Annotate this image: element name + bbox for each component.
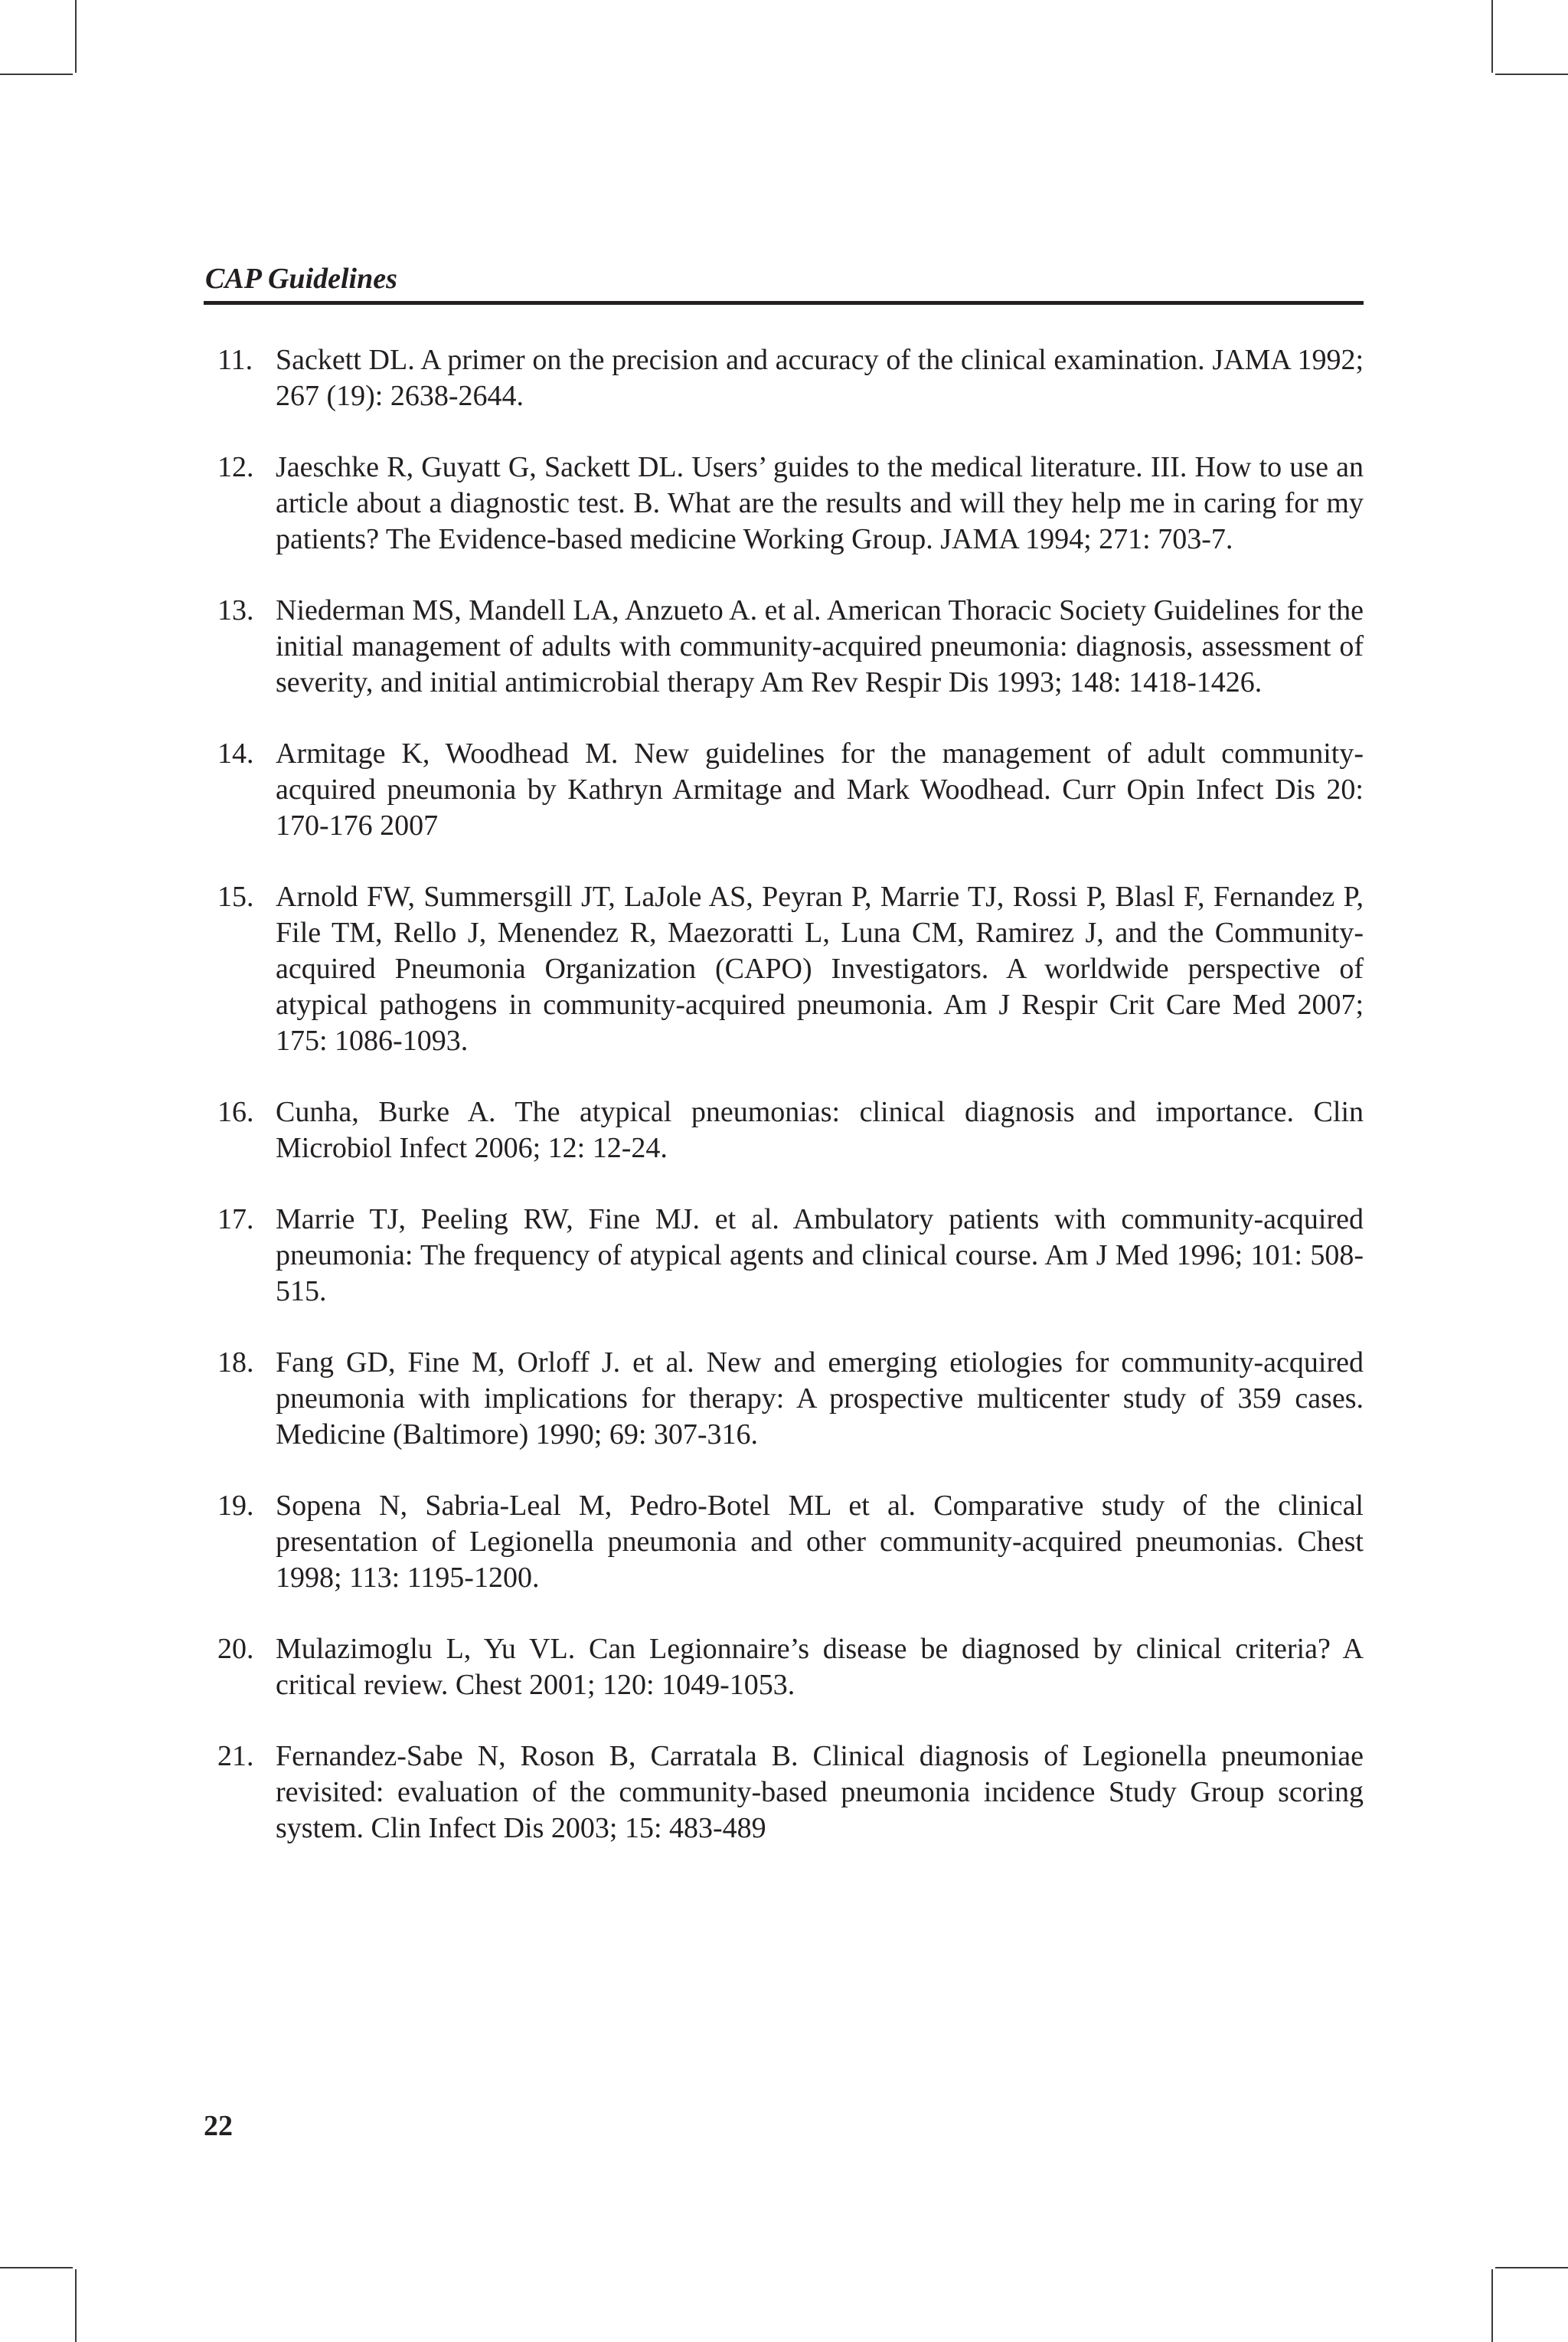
- reference-item-17: [204, 1202, 1364, 1310]
- reference-number: 21.: [217, 1740, 254, 1772]
- reference-text: Fernandez-Sabe N, Roson B, Carratala B. Clinical diagnosis of Legionella pneumoniae revisited: evaluation of the community-based pneumonia incidence Study Group scoring system. Clin Infect Dis 2003; 15: 483-489: [276, 1740, 1364, 1844]
- reference-text: Cunha, Burke A. The atypical pneumonias: clinical diagnosis and importance. Clin Microbiol Infect 2006; 12: 12-24.: [276, 1096, 1364, 1164]
- reference-text: Marrie TJ, Peeling RW, Fine MJ. et al. Ambulatory patients with community-acquired pneumonia: The frequency of atypical agents and clinical course. Am J Med 1996; 101: 508-515.: [276, 1203, 1364, 1307]
- crop-mark-bottom-right-horizontal: [1495, 2267, 1568, 2268]
- reference-number: 18.: [217, 1346, 254, 1379]
- reference-number: 13.: [217, 594, 254, 626]
- reference-number: 16.: [217, 1096, 254, 1128]
- running-header: [204, 257, 1364, 305]
- reference-text: Armitage K, Woodhead M. New guidelines for the management of adult community-acquired pneumonia by Kathryn Armitage and Mark Woodhead. Curr Opin Infect Dis 20: 170-176 2007: [276, 738, 1364, 842]
- crop-mark-bottom-left-vertical: [75, 2269, 77, 2342]
- header-rule: [204, 301, 1364, 305]
- reference-text: Mulazimoglu L, Yu VL. Can Legionnaire’s disease be diagnosed by clinical criteria? A critical review. Chest 2001; 120: 1049-1053.: [276, 1633, 1364, 1701]
- reference-text: Arnold FW, Summersgill JT, LaJole AS, Peyran P, Marrie TJ, Rossi P, Blasl F, Fernandez P, File TM, Rello J, Menendez R, Maezoratti L, Luna CM, Ramirez J, and the Community-acquired Pneumonia Organization (CAPO) Investigators. A worldwide perspective of atypical pathogens in community-acquired pneumonia. Am J Respir Crit Care Med 2007; 175: 1086-1093.: [276, 881, 1364, 1057]
- running-header-title: CAP Guidelines: [205, 263, 397, 295]
- crop-mark-top-right-horizontal: [1495, 74, 1568, 75]
- reference-text: Jaeschke R, Guyatt G, Sackett DL. Users’ guides to the medical literature. III. How to use an article about a diagnostic test. B. What are the results and will they help me in caring for my patients? The Evidence-based medicine Working Group. JAMA 1994; 271: 703-7.: [276, 451, 1364, 555]
- reference-number: 11.: [217, 344, 253, 376]
- crop-mark-top-right-vertical: [1491, 0, 1493, 73]
- reference-text: Fang GD, Fine M, Orloff J. et al. New and emerging etiologies for community-acquired pneumonia with implications for therapy: A prospective multicenter study of 359 cases. Medicine (Baltimore) 1990; 69: 307-316.: [276, 1346, 1364, 1451]
- reference-text: Niederman MS, Mandell LA, Anzueto A. et al. American Thoracic Society Guidelines for the initial management of adults with community-acquired pneumonia: diagnosis, assessment of severity, and initial antimicrobial therapy Am Rev Respir Dis 1993; 148: 1418-1426.: [276, 594, 1364, 698]
- reference-text: Sackett DL. A primer on the precision and accuracy of the clinical examination. JAMA 1992; 267 (19): 2638-2644.: [276, 344, 1364, 412]
- reference-item-12: [204, 450, 1364, 558]
- crop-mark-bottom-left-horizontal: [0, 2267, 73, 2268]
- reference-item-18: [204, 1345, 1364, 1453]
- reference-number: 14.: [217, 738, 254, 770]
- reference-item-21: [204, 1739, 1364, 1846]
- reference-text: Sopena N, Sabria-Leal M, Pedro-Botel ML et al. Comparative study of the clinical presentation of Legionella pneumonia and other community-acquired pneumonias. Chest 1998; 113: 1195-1200.: [276, 1490, 1364, 1594]
- crop-mark-bottom-right-vertical: [1491, 2269, 1493, 2342]
- reference-number: 20.: [217, 1633, 254, 1665]
- page-number: 22: [204, 2110, 233, 2142]
- reference-item-14: [204, 736, 1364, 844]
- reference-number: 19.: [217, 1490, 254, 1522]
- reference-number: 17.: [217, 1203, 254, 1235]
- reference-number: 15.: [217, 881, 254, 913]
- crop-mark-top-left-vertical: [75, 0, 77, 73]
- reference-list: [204, 342, 1364, 1882]
- reference-item-19: [204, 1488, 1364, 1596]
- reference-item-16: [204, 1094, 1364, 1166]
- reference-number: 12.: [217, 451, 254, 483]
- reference-item-20: [204, 1631, 1364, 1703]
- reference-item-13: [204, 593, 1364, 701]
- crop-mark-top-left-horizontal: [0, 74, 73, 75]
- reference-item-11: [204, 342, 1364, 414]
- reference-item-15: [204, 879, 1364, 1059]
